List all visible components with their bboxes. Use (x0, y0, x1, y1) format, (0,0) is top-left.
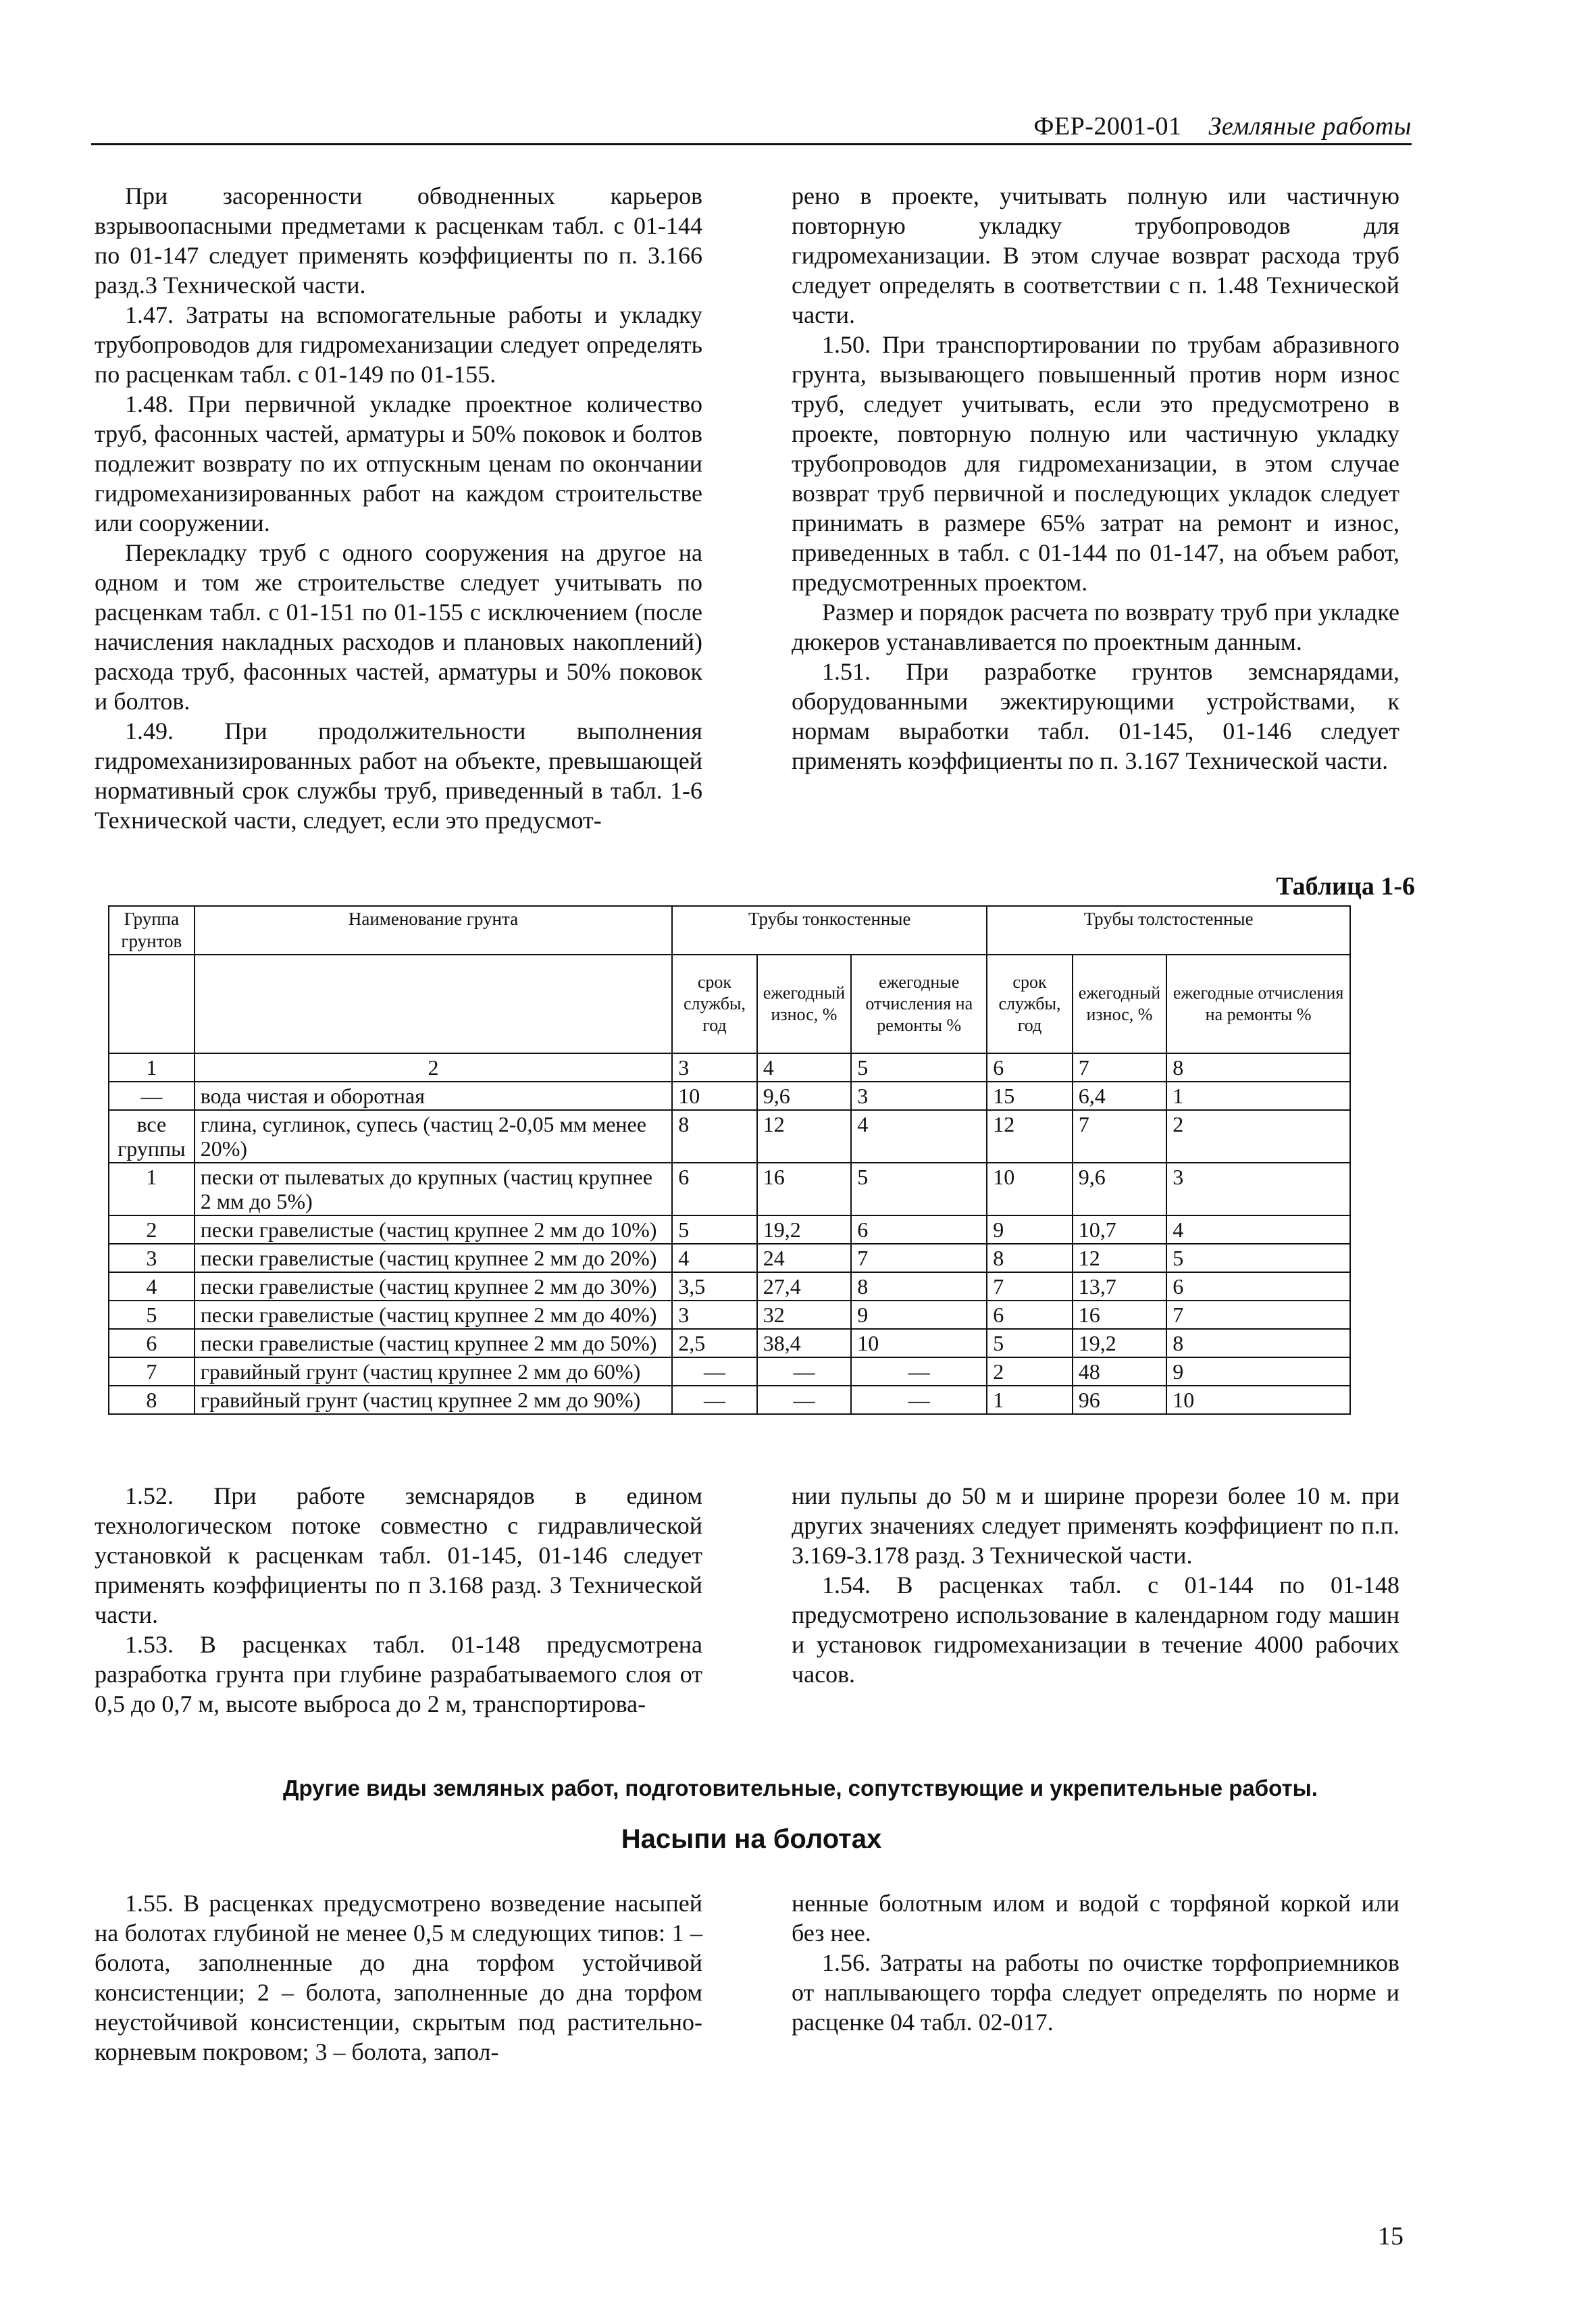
table-row (109, 1163, 1350, 1215)
soil-name-cell: глина, суглинок, супесь (частиц 2-0,05 мм менее 20%) (195, 1110, 673, 1163)
group-cell: 5 (109, 1301, 195, 1329)
value-cell: 7 (1073, 1110, 1167, 1163)
soil-name-cell: пески гравелистые (частиц крупнее 2 мм до 40%) (195, 1301, 673, 1329)
subheader-cell: ежегодные отчисления на ремонты % (1166, 955, 1350, 1053)
section-name: Земляные работы (1208, 112, 1412, 141)
paragraph: 1.53. В расценках табл. 01-148 предусмотрена разработка грунта при глубине разрабатываемого слоя от 0,5 до 0,7 м, высоте выброса до 2 м, транспортирова- (95, 1631, 702, 1717)
value-cell: 27,4 (757, 1272, 852, 1301)
value-cell: 19,2 (1073, 1329, 1167, 1357)
value-cell: 8 (1166, 1329, 1350, 1357)
header-rule (91, 143, 1412, 145)
table-row (109, 1357, 1350, 1386)
section-title: Другие виды земляных работ, подготовительные, сопутствующие и укрепительные работы. (283, 1776, 1318, 1801)
value-cell: 5 (851, 1163, 987, 1215)
value-cell: — (851, 1357, 987, 1386)
value-cell: 38,4 (757, 1329, 852, 1357)
soil-name-cell: пески гравелистые (частиц крупнее 2 мм до 20%) (195, 1244, 673, 1272)
column-number-row (109, 1053, 1350, 1082)
value-cell: 2 (987, 1357, 1072, 1386)
value-cell: 12 (1073, 1244, 1167, 1272)
column-number: 6 (987, 1053, 1072, 1082)
column-number: 4 (757, 1053, 852, 1082)
value-cell: 8 (672, 1110, 756, 1163)
column-number: 7 (1073, 1053, 1167, 1082)
value-cell: 6 (1166, 1272, 1350, 1301)
value-cell: 10 (1166, 1386, 1350, 1414)
table-row (109, 1272, 1350, 1301)
value-cell: 32 (757, 1301, 852, 1329)
value-cell: 4 (672, 1244, 756, 1272)
subsection-title: Насыпи на болотах (621, 1824, 882, 1854)
table-header-row (109, 906, 1350, 955)
value-cell: 1 (1166, 1082, 1350, 1110)
value-cell: 5 (1166, 1244, 1350, 1272)
text-column-bottom-right (792, 1888, 1399, 2037)
paragraph: ненные болотным илом и водой с торфяной коркой или без нее. (792, 1890, 1399, 1946)
paragraph: 1.52. При работе земснарядов в едином технологическом потоке совместно с гидравлической установкой к расценкам табл. 01-145, 01-146 следует применять коэффициенты по п 3.168 разд. 3 Технической части. (95, 1482, 702, 1628)
paragraph: При засоренности обводненных карьеров взрывоопасными предметами к расценкам табл. с 01-144 по 01-147 следует применять коэффициенты по п. 3.166 разд.3 Технической части. (95, 182, 702, 299)
soil-name-cell: пески от пылеватых до крупных (частиц крупнее 2 мм до 5%) (195, 1163, 673, 1215)
value-cell: 6 (987, 1301, 1072, 1329)
header-group: Группа грунтов (109, 906, 195, 955)
value-cell: — (672, 1357, 756, 1386)
value-cell: 13,7 (1073, 1272, 1167, 1301)
header-thin-pipes: Трубы тонкостенные (672, 906, 987, 955)
table-row (109, 1110, 1350, 1163)
group-cell: 6 (109, 1329, 195, 1357)
subheader-cell: ежегодные отчисления на ремонты % (851, 955, 987, 1053)
value-cell: 19,2 (757, 1215, 852, 1244)
value-cell: 8 (851, 1272, 987, 1301)
value-cell: 2,5 (672, 1329, 756, 1357)
value-cell: 12 (757, 1110, 852, 1163)
text-column-top-left (95, 181, 702, 835)
document-code: ФЕР-2001-01 (1033, 112, 1182, 141)
paragraph: 1.49. При продолжительности выполнения гидромеханизированных работ на объекте, превышающей нормативный срок службы труб, приведенный в табл. 1-6 Технической части, следует, если это предусмот- (95, 718, 702, 834)
value-cell: 2 (1166, 1110, 1350, 1163)
group-cell: 1 (109, 1163, 195, 1215)
value-cell: — (757, 1357, 852, 1386)
paragraph: 1.54. В расценках табл. с 01-144 по 01-148 предусмотрено использование в календарном году машин и установок гидромеханизации в течение 4000 рабочих часов. (792, 1571, 1399, 1688)
table-row (109, 1301, 1350, 1329)
table-subheader-row (109, 955, 1350, 1053)
value-cell: 7 (851, 1244, 987, 1272)
table-caption: Таблица 1-6 (1276, 872, 1415, 901)
paragraph: 1.47. Затраты на вспомогательные работы и укладку трубопроводов для гидромеханизации следует определять по расценкам табл. с 01-149 по 01-155. (95, 301, 702, 388)
column-number: 8 (1166, 1053, 1350, 1082)
soil-name-cell: пески гравелистые (частиц крупнее 2 мм до 10%) (195, 1215, 673, 1244)
soil-name-cell: пески гравелистые (частиц крупнее 2 мм до 50%) (195, 1329, 673, 1357)
table-row (109, 1215, 1350, 1244)
text-column-top-right (792, 181, 1399, 776)
value-cell: — (757, 1386, 852, 1414)
value-cell: 9 (987, 1215, 1072, 1244)
value-cell: 5 (987, 1329, 1072, 1357)
column-number: 5 (851, 1053, 987, 1082)
running-header (91, 111, 1412, 141)
value-cell: 9,6 (1073, 1163, 1167, 1215)
value-cell: 1 (987, 1386, 1072, 1414)
header-thick-pipes: Трубы толстостенные (987, 906, 1350, 955)
value-cell: 9 (851, 1301, 987, 1329)
paragraph: 1.56. Затраты на работы по очистке торфоприемников от наплывающего торфа следует определять по норме и расценке 04 табл. 02-017. (792, 1949, 1399, 2036)
value-cell: 16 (757, 1163, 852, 1215)
value-cell: 3 (851, 1082, 987, 1110)
paragraph: Размер и порядок расчета по возврату труб при укладке дюкеров устанавливается по проектным данным. (792, 599, 1399, 655)
value-cell: 16 (1073, 1301, 1167, 1329)
value-cell: 12 (987, 1110, 1072, 1163)
text-column-mid-right (792, 1481, 1399, 1689)
paragraph: 1.51. При разработке грунтов земснарядами, оборудованными эжектирующими устройствами, к нормам выработки табл. 01-145, 01-146 следует применять коэффициенты по п. 3.167 Технической части. (792, 658, 1399, 774)
soil-name-cell: вода чистая и оборотная (195, 1082, 673, 1110)
value-cell: 10 (987, 1163, 1072, 1215)
table-row (109, 1082, 1350, 1110)
column-number: 3 (672, 1053, 756, 1082)
paragraph: 1.55. В расценках предусмотрено возведение насыпей на болотах глубиной не менее 0,5 м следующих типов: 1 – болота, заполненные до дна торфом устойчивой консистенции; 2 – болота, заполненные до дна торфом неустойчивой консистенции, скрытым под растительно-корневым покровом; 3 – болота, запол- (95, 1890, 702, 2065)
value-cell: 9,6 (757, 1082, 852, 1110)
table-row (109, 1244, 1350, 1272)
value-cell: — (851, 1386, 987, 1414)
subheader-cell: ежегодный износ, % (1073, 955, 1167, 1053)
paragraph: рено в проекте, учитывать полную или частичную повторную укладку трубопроводов для гидромеханизации. В этом случае возврат расхода труб следует определять в соответствии с п. 1.48 Технической части. (792, 182, 1399, 328)
subheader-cell: срок службы, год (987, 955, 1072, 1053)
soil-pipe-table (108, 905, 1351, 1415)
value-cell: 10 (851, 1329, 987, 1357)
table-row (109, 1329, 1350, 1357)
group-cell: 4 (109, 1272, 195, 1301)
value-cell: 96 (1073, 1386, 1167, 1414)
soil-name-cell: гравийный грунт (частиц крупнее 2 мм до 60%) (195, 1357, 673, 1386)
value-cell: 15 (987, 1082, 1072, 1110)
group-cell: — (109, 1082, 195, 1110)
value-cell: 7 (1166, 1301, 1350, 1329)
value-cell: 8 (987, 1244, 1072, 1272)
value-cell: 10 (672, 1082, 756, 1110)
group-cell: 2 (109, 1215, 195, 1244)
paragraph: 1.48. При первичной укладке проектное количество труб, фасонных частей, арматуры и 50% поковок и болтов подлежит возврату по их отпускным ценам по окончании гидромеханизированных работ на каждом строительстве или сооружении. (95, 391, 702, 536)
value-cell: 24 (757, 1244, 852, 1272)
group-cell: 8 (109, 1386, 195, 1414)
subheader-cell: ежегодный износ, % (757, 955, 852, 1053)
value-cell: 3 (1166, 1163, 1350, 1215)
paragraph: нии пульпы до 50 м и ширине прорези более 10 м. при других значениях следует применять коэффициент по п.п. 3.169-3.178 разд. 3 Технической части. (792, 1482, 1399, 1569)
table-row (109, 1386, 1350, 1414)
value-cell: 4 (1166, 1215, 1350, 1244)
text-column-bottom-left (95, 1888, 702, 2067)
header-name: Наименование грунта (195, 906, 673, 955)
value-cell: 7 (987, 1272, 1072, 1301)
table-body (109, 1082, 1350, 1414)
paragraph: 1.50. При транспортировании по трубам абразивного грунта, вызывающего повышенный против норм износ труб, следует учитывать, если это предусмотрено в проекте, повторную полную или частичную укладку трубопроводов для гидромеханизации, в этом случае возврат труб первичной и последующих укладок следует принимать в размере 65% затрат на ремонт и износ, приведенных в табл. с 01-144 по 01-147, на объем работ, предусмотренных проектом. (792, 331, 1399, 596)
soil-name-cell: гравийный грунт (частиц крупнее 2 мм до 90%) (195, 1386, 673, 1414)
group-cell: 3 (109, 1244, 195, 1272)
value-cell: 6 (851, 1215, 987, 1244)
value-cell: 5 (672, 1215, 756, 1244)
column-number: 2 (195, 1053, 673, 1082)
group-cell: 7 (109, 1357, 195, 1386)
column-number: 1 (109, 1053, 195, 1082)
value-cell: 10,7 (1073, 1215, 1167, 1244)
value-cell: 9 (1166, 1357, 1350, 1386)
value-cell: 6,4 (1073, 1082, 1167, 1110)
value-cell: 3,5 (672, 1272, 756, 1301)
page-number: 15 (1378, 2222, 1404, 2250)
subheader-cell: срок службы, год (672, 955, 756, 1053)
soil-name-cell: пески гравелистые (частиц крупнее 2 мм до 30%) (195, 1272, 673, 1301)
value-cell: — (672, 1386, 756, 1414)
value-cell: 3 (672, 1301, 756, 1329)
value-cell: 6 (672, 1163, 756, 1215)
value-cell: 48 (1073, 1357, 1167, 1386)
group-cell: все группы (109, 1110, 195, 1163)
paragraph: Перекладку труб с одного сооружения на другое на одном и том же строительстве следует учитывать по расценкам табл. с 01-151 по 01-155 с исключением (после начисления накладных расходов и плановых накоплений) расхода труб, фасонных частей, арматуры и 50% поковок и болтов. (95, 539, 702, 715)
value-cell: 4 (851, 1110, 987, 1163)
text-column-mid-left (95, 1481, 702, 1719)
